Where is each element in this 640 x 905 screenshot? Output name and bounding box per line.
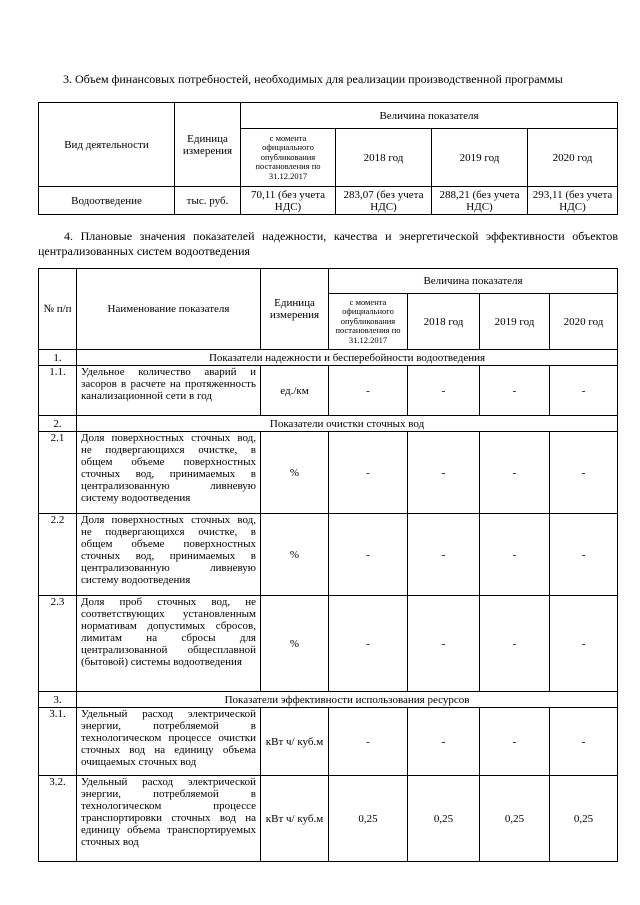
row-unit: % [261, 514, 329, 596]
col-header-name: Наименование показателя [77, 269, 261, 350]
col-header-unit: Единица измерения [175, 103, 241, 187]
col-header-2019: 2019 год [432, 129, 528, 187]
row-name: Удельный расход электрической энергии, потребляемой в технологическом процессе транспортировки сточных вод на единицу объема транспортируемых сточных вод [77, 776, 261, 862]
col-header-2019: 2019 год [480, 294, 550, 350]
group-num: 2. [39, 416, 77, 432]
cell-2019: 288,21 (без учета НДС) [432, 187, 528, 215]
row-num: 2.2 [39, 514, 77, 596]
col-header-since: с момента официального опубликования постановления по 31.12.2017 [241, 129, 336, 187]
row-value-2018: - [408, 366, 480, 416]
group-row [39, 350, 618, 366]
row-unit: ед./км [261, 366, 329, 416]
col-header-value: Величина показателя [241, 103, 618, 129]
col-header-activity: Вид деятельности [39, 103, 175, 187]
table-row [39, 776, 618, 862]
row-value-2020: - [550, 432, 618, 514]
financial-needs-table [38, 102, 618, 215]
section-3-heading: 3. Объем финансовых потребностей, необходимых для реализации производственной программы [63, 72, 563, 86]
row-value-2019: - [480, 366, 550, 416]
row-num: 1.1. [39, 366, 77, 416]
group-num: 3. [39, 692, 77, 708]
row-value-2020: - [550, 708, 618, 776]
group-row [39, 692, 618, 708]
row-value-2019: - [480, 596, 550, 692]
table-row [39, 514, 618, 596]
col-header-unit: Единица измерения [261, 269, 329, 350]
row-value-since: - [329, 432, 408, 514]
row-value-2018: - [408, 514, 480, 596]
row-value-2020: 0,25 [550, 776, 618, 862]
row-value-since: - [329, 366, 408, 416]
group-title: Показатели очистки сточных вод [77, 416, 618, 432]
row-value-since: - [329, 708, 408, 776]
row-value-2018: - [408, 432, 480, 514]
col-header-since: с момента официального опубликования постановления по 31.12.2017 [329, 294, 408, 350]
row-name: Доля поверхностных сточных вод, не подвергающихся очистке, в общем объеме поверхностных сточных вод, принимаемых в централизованную ливневую систему водоотведения [77, 514, 261, 596]
cell-unit: тыс. руб. [175, 187, 241, 215]
group-title: Показатели эффективности использования ресурсов [77, 692, 618, 708]
row-num: 3.1. [39, 708, 77, 776]
cell-activity: Водоотведение [39, 187, 175, 215]
cell-2018: 283,07 (без учета НДС) [336, 187, 432, 215]
row-value-2019: 0,25 [480, 776, 550, 862]
row-value-2018: 0,25 [408, 776, 480, 862]
row-name: Удельное количество аварий и засоров в расчете на протяженность канализационной сети в год [77, 366, 261, 416]
row-value-2019: - [480, 514, 550, 596]
row-name: Доля проб сточных вод, не соответствующих установленным нормативам допустимых сбросов, лимитам на сбросы для централизованной общесплавной (бытовой) системы водоотведения [77, 596, 261, 692]
cell-since: 70,11 (без учета НДС) [241, 187, 336, 215]
row-name: Удельный расход электрической энергии, потребляемой в технологическом процессе очистки сточных вод на единицу объема очищаемых сточных вод [77, 708, 261, 776]
row-name: Доля поверхностных сточных вод, не подвергающихся очистке, в общем объеме поверхностных сточных вод, принимаемых в централизованную ливневую систему водоотведения [77, 432, 261, 514]
row-value-since: - [329, 596, 408, 692]
row-unit: кВт ч/ куб.м [261, 776, 329, 862]
col-header-2018: 2018 год [408, 294, 480, 350]
row-unit: % [261, 596, 329, 692]
indicators-table [38, 268, 618, 862]
table-row [39, 187, 618, 215]
col-header-value: Величина показателя [329, 269, 618, 294]
row-value-since: 0,25 [329, 776, 408, 862]
row-value-2020: - [550, 366, 618, 416]
row-num: 3.2. [39, 776, 77, 862]
row-value-since: - [329, 514, 408, 596]
table-row [39, 366, 618, 416]
group-title: Показатели надежности и бесперебойности водоотведения [77, 350, 618, 366]
row-value-2019: - [480, 432, 550, 514]
row-num: 2.1 [39, 432, 77, 514]
col-header-2020: 2020 год [550, 294, 618, 350]
col-header-num: № п/п [39, 269, 77, 350]
table-row [39, 596, 618, 692]
row-unit: кВт ч/ куб.м [261, 708, 329, 776]
row-value-2019: - [480, 708, 550, 776]
row-value-2020: - [550, 596, 618, 692]
table-row [39, 432, 618, 514]
row-unit: % [261, 432, 329, 514]
row-num: 2.3 [39, 596, 77, 692]
row-value-2020: - [550, 514, 618, 596]
group-num: 1. [39, 350, 77, 366]
section-4-heading: 4. Плановые значения показателей надежности, качества и энергетической эффективности объектов централизованных систем водоотведения [38, 229, 618, 258]
col-header-2020: 2020 год [528, 129, 618, 187]
col-header-2018: 2018 год [336, 129, 432, 187]
row-value-2018: - [408, 596, 480, 692]
row-value-2018: - [408, 708, 480, 776]
cell-2020: 293,11 (без учета НДС) [528, 187, 618, 215]
group-row [39, 416, 618, 432]
table-row [39, 708, 618, 776]
